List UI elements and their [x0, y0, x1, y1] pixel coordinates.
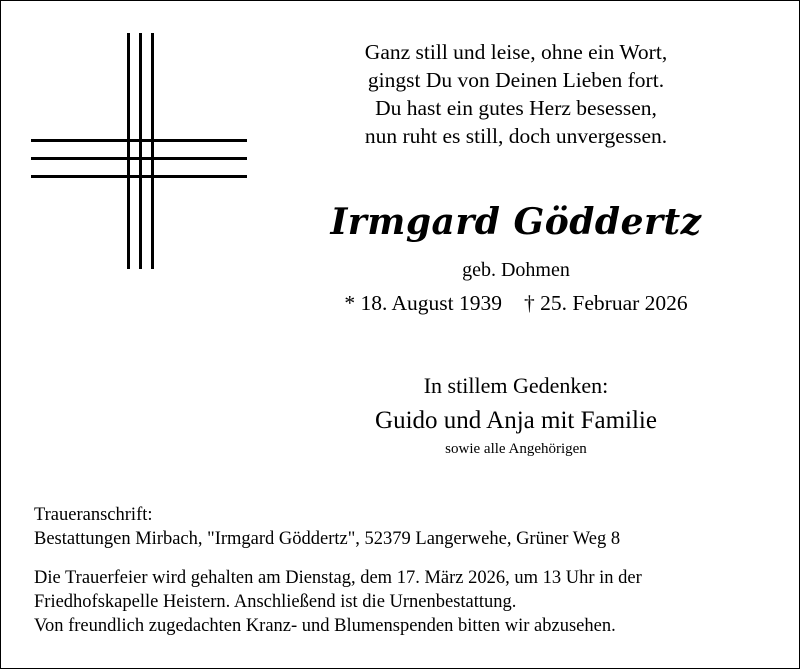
born-name: geb. Dohmen — [462, 259, 570, 281]
notice-line: Friedhofskapelle Heistern. Anschließend ist die Urnenbestattung. — [34, 592, 517, 612]
poem-line: nun ruht es still, doch unvergessen. — [364, 124, 668, 148]
cross-icon — [31, 33, 251, 273]
life-dates — [301, 291, 731, 316]
funeral-notice — [34, 566, 774, 638]
poem — [301, 38, 731, 150]
poem-line: gingst Du von Deinen Lieben fort. — [367, 68, 665, 92]
cross-vertical-line — [139, 33, 142, 269]
cross-horizontal-line — [31, 157, 247, 160]
address-label: Traueranschrift: — [34, 505, 153, 525]
mourning-address — [34, 503, 774, 551]
poem-line: Ganz still und leise, ohne ein Wort, — [364, 40, 668, 64]
cross-horizontal-line — [31, 175, 247, 178]
poem-line: Du hast ein gutes Herz besessen, — [375, 96, 657, 120]
notice-line: Von freundlich zugedachten Kranz- und Blumenspenden bitten wir abzusehen. — [34, 616, 616, 636]
birth-date: * 18. August 1939 — [344, 291, 503, 315]
notice-line: Die Trauerfeier wird gehalten am Dienstag, dem 17. März 2026, um 13 Uhr in der — [34, 568, 642, 588]
address-text: Bestattungen Mirbach, "Irmgard Göddertz", 52379 Langerwehe, Grüner Weg 8 — [34, 529, 621, 549]
deceased-name: Irmgard Göddertz — [330, 201, 702, 243]
cross-vertical-line — [127, 33, 130, 269]
cross-vertical-line — [151, 33, 154, 269]
relatives-note: sowie alle Angehörigen — [445, 441, 587, 457]
memory-heading: In stillem Gedenken: — [423, 373, 609, 398]
death-date: † 25. Februar 2026 — [524, 291, 688, 315]
cross-horizontal-line — [31, 139, 247, 142]
mourning-family: Guido und Anja mit Familie — [375, 407, 657, 434]
